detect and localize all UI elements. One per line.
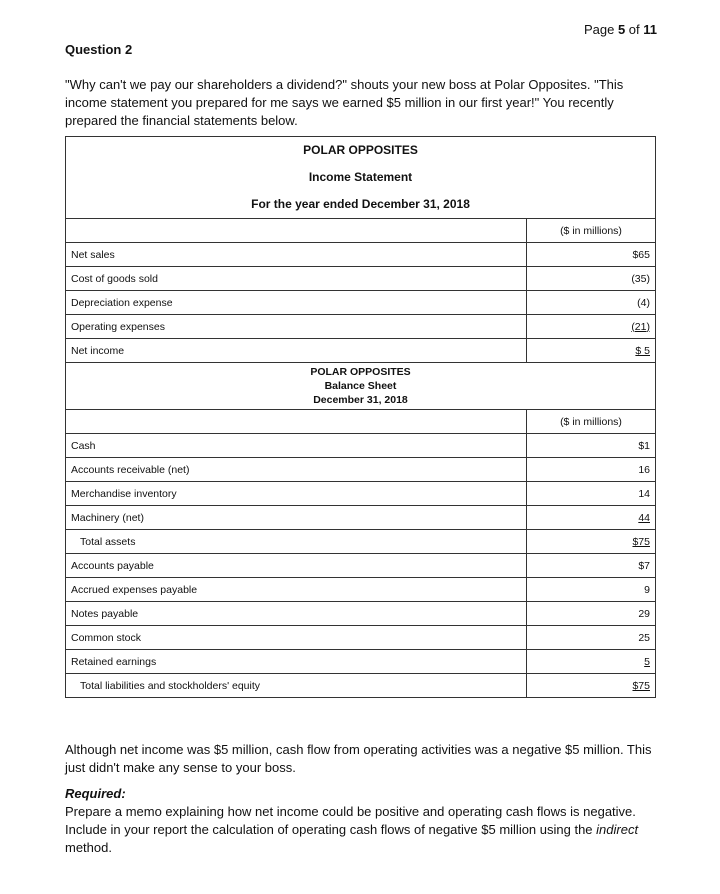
income-unit: ($ in millions) xyxy=(527,219,656,243)
table-row xyxy=(66,434,656,458)
required-emphasis: indirect xyxy=(596,822,639,837)
row-label: Total liabilities and stockholders' equity xyxy=(66,674,527,698)
row-label: Accrued expenses payable xyxy=(66,578,527,602)
table-row xyxy=(66,267,656,291)
table-row xyxy=(66,650,656,674)
row-value: 9 xyxy=(527,578,656,602)
intro-paragraph: "Why can't we pay our shareholders a dividend?" shouts your new boss at Polar Opposites. "This income statement you prepared for me says we earned $5 million in our first year!" You recently prepared the financial statements below. xyxy=(65,77,624,128)
table-row xyxy=(66,578,656,602)
followup-paragraph: Although net income was $5 million, cash flow from operating activities was a negative $5 million. This just didn't make any sense to your boss. xyxy=(65,742,652,775)
balance-unit-row xyxy=(66,410,656,434)
row-value: (21) xyxy=(631,320,650,333)
table-row xyxy=(66,315,656,339)
row-value: $7 xyxy=(527,554,656,578)
row-value: 29 xyxy=(527,602,656,626)
statements-table xyxy=(65,136,656,698)
row-value: 5 xyxy=(644,655,650,668)
row-value: 25 xyxy=(527,626,656,650)
income-company-name: POLAR OPPOSITES xyxy=(303,143,418,157)
table-row xyxy=(66,339,656,363)
table-row xyxy=(66,554,656,578)
row-label: Common stock xyxy=(66,626,527,650)
required-label: Required: xyxy=(65,786,126,801)
row-value: 16 xyxy=(527,458,656,482)
row-value: 14 xyxy=(527,482,656,506)
row-label: Machinery (net) xyxy=(66,506,527,530)
row-label: Notes payable xyxy=(66,602,527,626)
row-label: Cash xyxy=(66,434,527,458)
row-label: Net sales xyxy=(66,243,527,267)
financial-statements xyxy=(65,136,655,698)
income-statement-title xyxy=(66,137,656,219)
row-value: (4) xyxy=(527,291,656,315)
balance-unit: ($ in millions) xyxy=(527,410,656,434)
question-title: Question 2 xyxy=(65,42,133,57)
required-text: Prepare a memo explaining how net income could be positive and operating cash flows is negative. Include in your report the calculation of operating cash flows of negative $5 million using the indirect method. xyxy=(65,804,639,855)
balance-date: December 31, 2018 xyxy=(313,394,408,406)
balance-company-name: POLAR OPPOSITES xyxy=(310,366,411,378)
page-current: 5 xyxy=(617,22,626,37)
page-number: Page 5 of 11 xyxy=(583,22,657,37)
income-statement-name: Income Statement xyxy=(308,170,413,184)
income-period: For the year ended December 31, 2018 xyxy=(251,197,470,211)
row-value: $1 xyxy=(527,434,656,458)
balance-statement-name: Balance Sheet xyxy=(324,380,397,392)
row-value: $ 5 xyxy=(635,344,650,357)
table-row xyxy=(66,602,656,626)
row-label: Retained earnings xyxy=(66,650,527,674)
table-row xyxy=(66,530,656,554)
required-section xyxy=(65,785,660,857)
income-unit-row xyxy=(66,219,656,243)
table-row xyxy=(66,626,656,650)
row-label: Cost of goods sold xyxy=(66,267,527,291)
table-row xyxy=(66,482,656,506)
row-label: Accounts receivable (net) xyxy=(66,458,527,482)
row-label: Net income xyxy=(66,339,527,363)
table-row xyxy=(66,243,656,267)
row-label: Total assets xyxy=(66,530,527,554)
table-row xyxy=(66,506,656,530)
row-value: 44 xyxy=(638,511,650,524)
row-value: (35) xyxy=(527,267,656,291)
row-label: Depreciation expense xyxy=(66,291,527,315)
table-row xyxy=(66,291,656,315)
row-label: Accounts payable xyxy=(66,554,527,578)
row-value: $75 xyxy=(632,535,650,548)
row-label: Merchandise inventory xyxy=(66,482,527,506)
page-total: 11 xyxy=(643,22,657,37)
row-label: Operating expenses xyxy=(66,315,527,339)
row-value: $65 xyxy=(527,243,656,267)
table-row xyxy=(66,458,656,482)
table-row xyxy=(66,674,656,698)
income-header-row xyxy=(66,137,656,219)
balance-header-row xyxy=(66,363,656,410)
row-value: $75 xyxy=(632,679,650,692)
balance-sheet-title xyxy=(66,363,656,410)
